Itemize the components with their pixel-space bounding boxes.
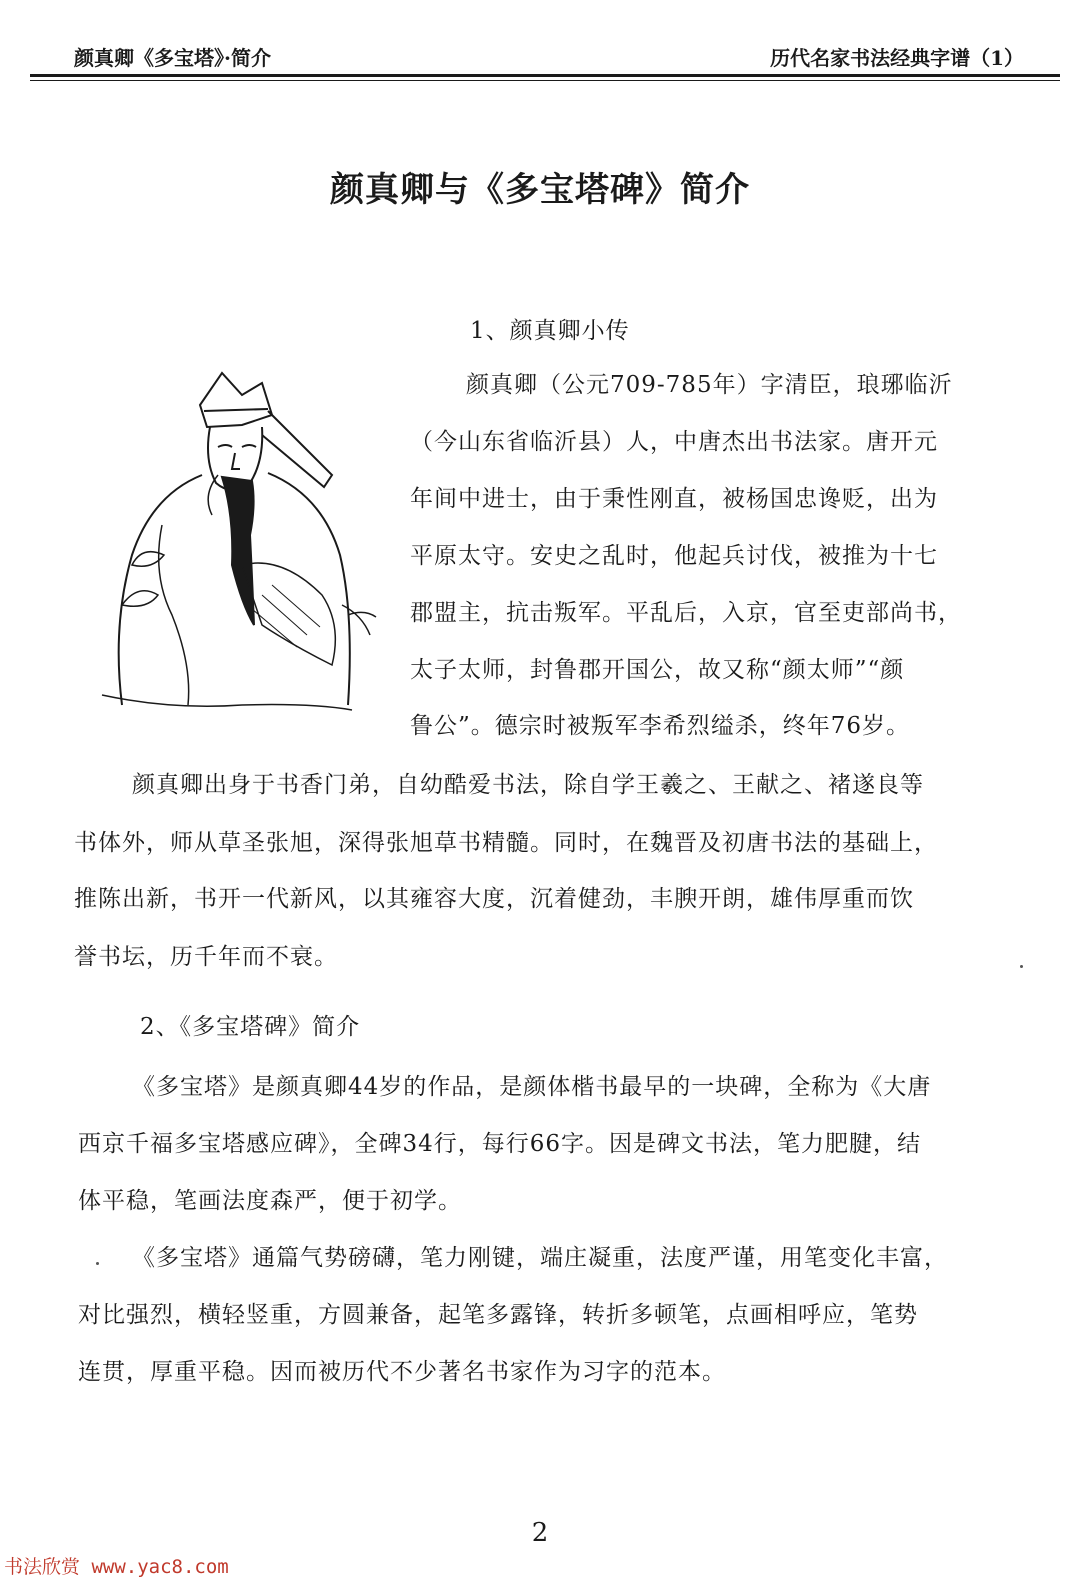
portrait-illustration bbox=[92, 365, 382, 725]
stele-paragraph-line: 连贯，厚重平稳。因而被历代不少著名书家作为习字的范本。 bbox=[78, 1359, 726, 1385]
scan-speck bbox=[96, 1262, 99, 1265]
header-rule-thin bbox=[30, 80, 1060, 81]
section1-line: （今山东省临沂县）人，中唐杰出书法家。唐开元 bbox=[410, 429, 938, 455]
bio-paragraph-line: 推陈出新，书开一代新风，以其雍容大度，沉着健劲，丰腴开朗，雄伟厚重而饮 bbox=[74, 886, 914, 912]
section1-line: 颜真卿（公元709-785年）字清臣，琅琊临沂 bbox=[466, 372, 953, 398]
header-left-title: 颜真卿《多宝塔》·简介 bbox=[74, 46, 271, 70]
section2-heading: 2、《多宝塔碑》简介 bbox=[140, 1014, 361, 1040]
header-rule-thick bbox=[30, 74, 1060, 77]
stele-paragraph-line: 《多宝塔》是颜真卿44岁的作品，是颜体楷书最早的一块碑，全称为《大唐 bbox=[132, 1074, 932, 1100]
running-header bbox=[30, 38, 1060, 70]
stele-paragraph-line: 《多宝塔》通篇气势磅礴，笔力刚键，端庄凝重，法度严谨，用笔变化丰富， bbox=[132, 1245, 948, 1271]
section1-line: 郡盟主，抗击叛军。平乱后，入京，官至吏部尚书， bbox=[410, 600, 962, 626]
page-title: 颜真卿与《多宝塔碑》简介 bbox=[330, 170, 750, 210]
site-watermark: 书法欣赏 www.yac8.com bbox=[4, 1556, 229, 1578]
stele-paragraph-line: 体平稳，笔画法度森严，便于初学。 bbox=[78, 1188, 462, 1214]
header-series-title: 历代名家书法经典字谱（1） bbox=[770, 46, 1024, 70]
section1-line: 鲁公”。德宗时被叛军李希烈缢杀，终年76岁。 bbox=[410, 713, 911, 739]
bio-paragraph-line: 颜真卿出身于书香门弟，自幼酷爱书法，除自学王羲之、王献之、褚遂良等 bbox=[132, 772, 924, 798]
section1-line: 太子太师，封鲁郡开国公，故又称“颜太师”“颜 bbox=[410, 657, 905, 683]
page-number: 2 bbox=[531, 1518, 549, 1548]
section1-heading: 1、颜真卿小传 bbox=[470, 318, 630, 344]
bio-paragraph-line: 誉书坛，历千年而不衰。 bbox=[74, 944, 338, 970]
scan-speck bbox=[1020, 965, 1023, 968]
section1-line: 年间中进士，由于秉性刚直，被杨国忠谗贬，出为 bbox=[410, 486, 938, 512]
stele-paragraph-line: 西京千福多宝塔感应碑》，全碑34行，每行66字。因是碑文书法，笔力肥腱，结 bbox=[78, 1131, 922, 1157]
stele-paragraph-line: 对比强烈，横轻竖重，方圆兼备，起笔多露锋，转折多顿笔，点画相呼应，笔势 bbox=[78, 1302, 918, 1328]
section1-line: 平原太守。安史之乱时，他起兵讨伐，被推为十七 bbox=[410, 543, 938, 569]
bio-paragraph-line: 书体外，师从草圣张旭，深得张旭草书精髓。同时，在魏晋及初唐书法的基础上， bbox=[74, 830, 938, 856]
